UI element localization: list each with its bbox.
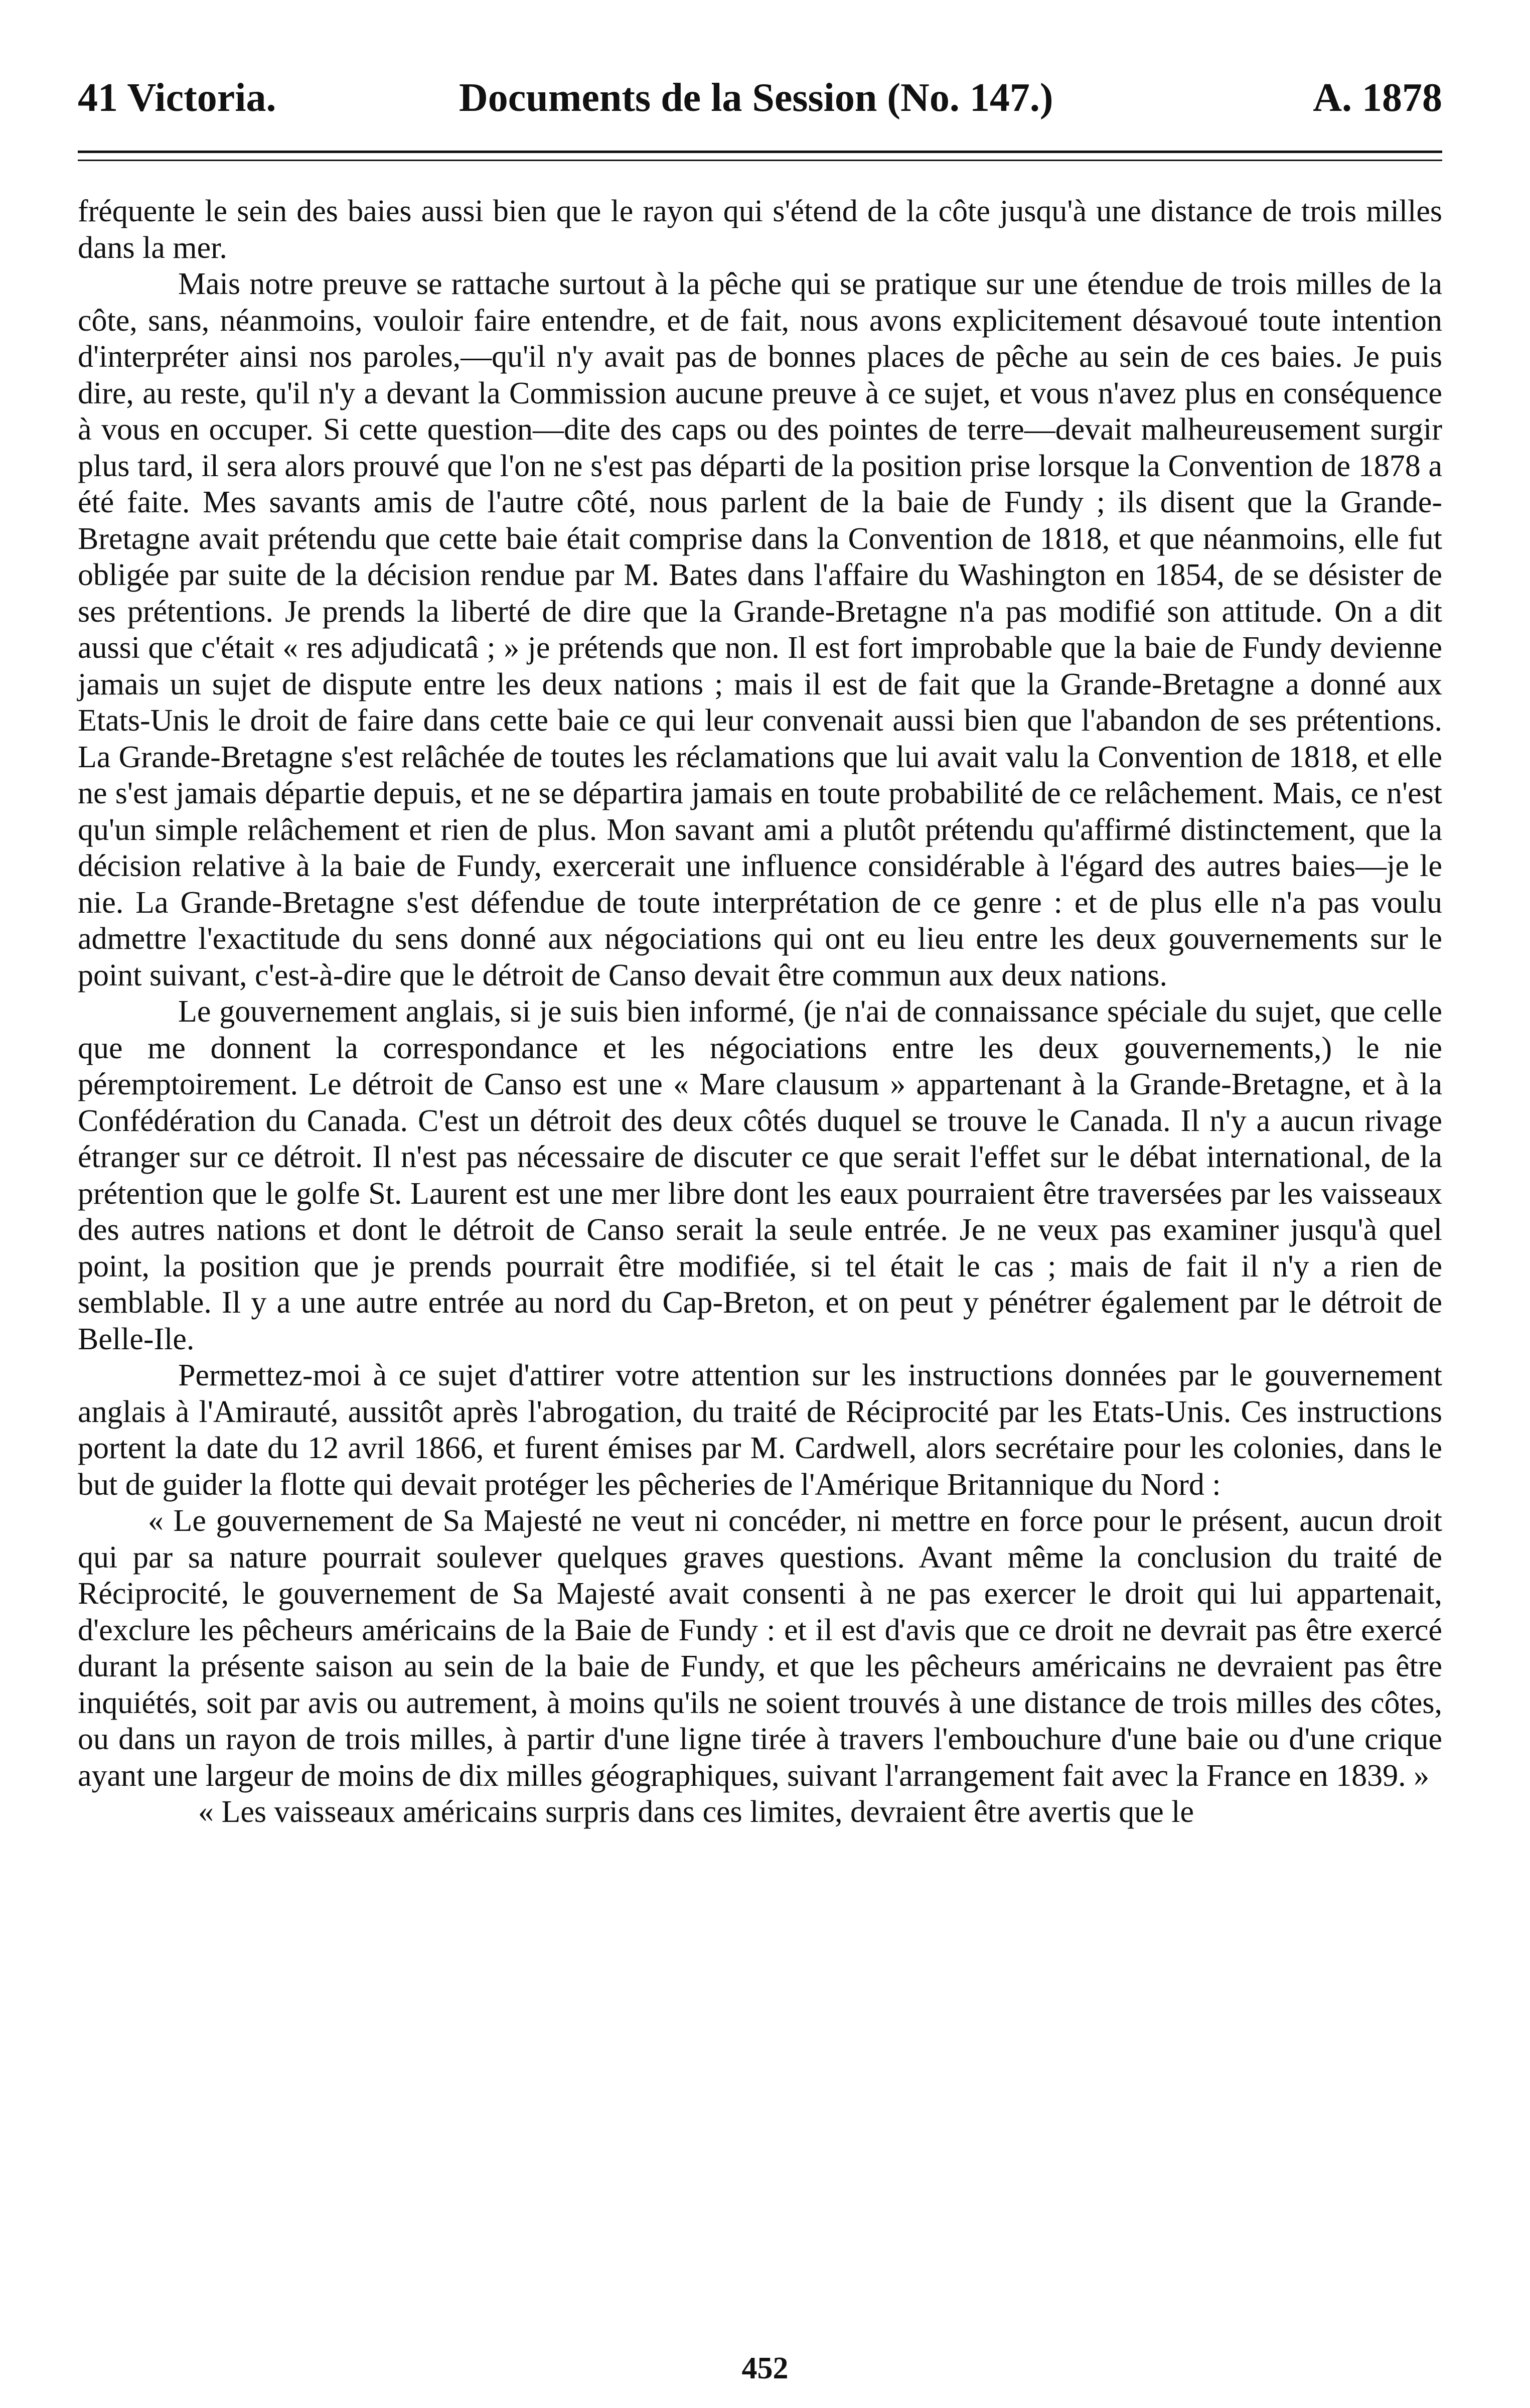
header-title: Documents de la Session (No. 147.) bbox=[459, 76, 1053, 120]
header-volume: 41 Victoria. bbox=[78, 76, 276, 120]
paragraph: Permettez-moi à ce sujet d'attirer votre attention sur les instructions données par le gouvernement anglais à l'Amirauté, aussitôt après l'abrogation, du traité de Réciprocité par les Etats-Unis. Ces instructions portent la date du 12 avril 1866, et furent émises par M. Cardwell, alors secrétaire pour les colonies, dans le but de guider la flotte qui devait protéger les pêcheries de l'Amérique Britannique du Nord : bbox=[78, 1358, 1442, 1502]
page-number: 452 bbox=[741, 2351, 789, 2385]
quoted-paragraph: « Les vaisseaux américains surpris dans ces limites, devraient être avertis que le bbox=[198, 1795, 1194, 1829]
running-header bbox=[78, 75, 1442, 130]
body-text bbox=[78, 193, 1442, 1830]
paragraph: Mais notre preuve se rattache surtout à la pêche qui se pratique sur une étendue de trois milles de la côte, sans, néanmoins, vouloir faire entendre, et de fait, nous avons explicitement désavoué toute intention d'interpréter ainsi nos paroles,—qu'il n'y avait pas de bonnes places de pêche au sein de ces baies. Je puis dire, au reste, qu'il n'y a devant la Commission aucune preuve à ce sujet, et vous n'avez plus en conséquence à vous en occuper. Si cette question—dite des caps ou des pointes de terre—devait malheureusement surgir plus tard, il sera alors prouvé que l'on ne s'est pas départi de la position prise lorsque la Convention de 1878 a été faite. Mes savants amis de l'autre côté, nous parlent de la baie de Fundy ; ils disent que la Grande-Bretagne avait prétendu que cette baie était comprise dans la Convention de 1818, et que néanmoins, elle fut obligée par suite de la décision rendue par M. Bates dans l'affaire du Washington en 1854, de se désister de ses prétentions. Je prends la liberté de dire que la Grande-Bretagne n'a pas modifié son attitude. On a dit aussi que c'était « res adjudicatâ ; » je prétends que non. Il est fort improbable que la baie de Fundy devienne jamais un sujet de dispute entre les deux nations ; mais il est de fait que la Grande-Bretagne a donné aux Etats-Unis le droit de faire dans cette baie ce qui leur convenait aussi bien que l'abandon de ses prétentions. La Grande-Bretagne s'est relâchée de toutes les réclamations que lui avait valu la Convention de 1818, et elle ne s'est jamais départie depuis, et ne se départira jamais en toute probabilité de ce relâchement. Mais, ce n'est qu'un simple relâchement et rien de plus. Mon savant ami a plutôt prétendu qu'affirmé distinctement, que la décision relative à la baie de Fundy, exercerait une influence considérable à l'égard des autres baies—je le nie. La Grande-Bretagne s'est défendue de toute interprétation de ce genre : et de plus elle n'a pas voulu admettre l'exactitude du sens donné aux négociations qui ont eu lieu entre les deux gouvernements sur le point suivant, c'est-à-dire que le détroit de Canso devait être commun aux deux nations. bbox=[78, 267, 1442, 993]
quoted-paragraph: « Le gouvernement de Sa Majesté ne veut ni concéder, ni mettre en force pour le présent, aucun droit qui par sa nature pourrait soulever quelques graves questions. Avant même la conclusion du traité de Réciprocité, le gouvernement de Sa Majesté avait consenti à ne pas exercer le droit qui lui appartenait, d'exclure les pêcheurs américains de la Baie de Fundy : et il est d'avis que ce droit ne devrait pas être exercé durant la présente saison au sein de la baie de Fundy, et que les pêcheurs américains ne devraient pas être inquiétés, soit par avis ou autrement, à moins qu'ils ne soient trouvés à une distance de trois milles des côtes, ou dans un rayon de trois milles, à partir d'une ligne tirée à travers l'embouchure d'une baie ou d'une crique ayant une largeur de moins de dix milles géographiques, suivant l'arrangement fait avec la France en 1839. » bbox=[78, 1504, 1442, 1793]
paragraph-continued: fréquente le sein des baies aussi bien que le rayon qui s'étend de la côte jusqu'à une distance de trois milles dans la mer. bbox=[78, 194, 1442, 265]
header-year: A. 1878 bbox=[1313, 76, 1442, 120]
header-rule-thin bbox=[78, 160, 1442, 161]
header-rule-thick bbox=[78, 151, 1442, 153]
paragraph: Le gouvernement anglais, si je suis bien informé, (je n'ai de connaissance spéciale du sujet, que celle que me donnent la correspondance et les négociations entre les deux gouvernements,) le nie péremptoirement. Le détroit de Canso est une « Mare clausum » appartenant à la Grande-Bretagne, et à la Confédération du Canada. C'est un détroit des deux côtés duquel se trouve le Canada. Il n'y a aucun rivage étranger sur ce détroit. Il n'est pas nécessaire de discuter ce que serait l'effet sur le débat international, de la prétention que le golfe St. Laurent est une mer libre dont les eaux pourraient être traversées par les vaisseaux des autres nations et dont le détroit de Canso serait la seule entrée. Je ne veux pas examiner jusqu'à quel point, la position que je prends pourrait être modifiée, si tel était le cas ; mais de fait il n'y a rien de semblable. Il y a une autre entrée au nord du Cap-Breton, et on peut y pénétrer également par le détroit de Belle-Ile. bbox=[78, 995, 1442, 1356]
